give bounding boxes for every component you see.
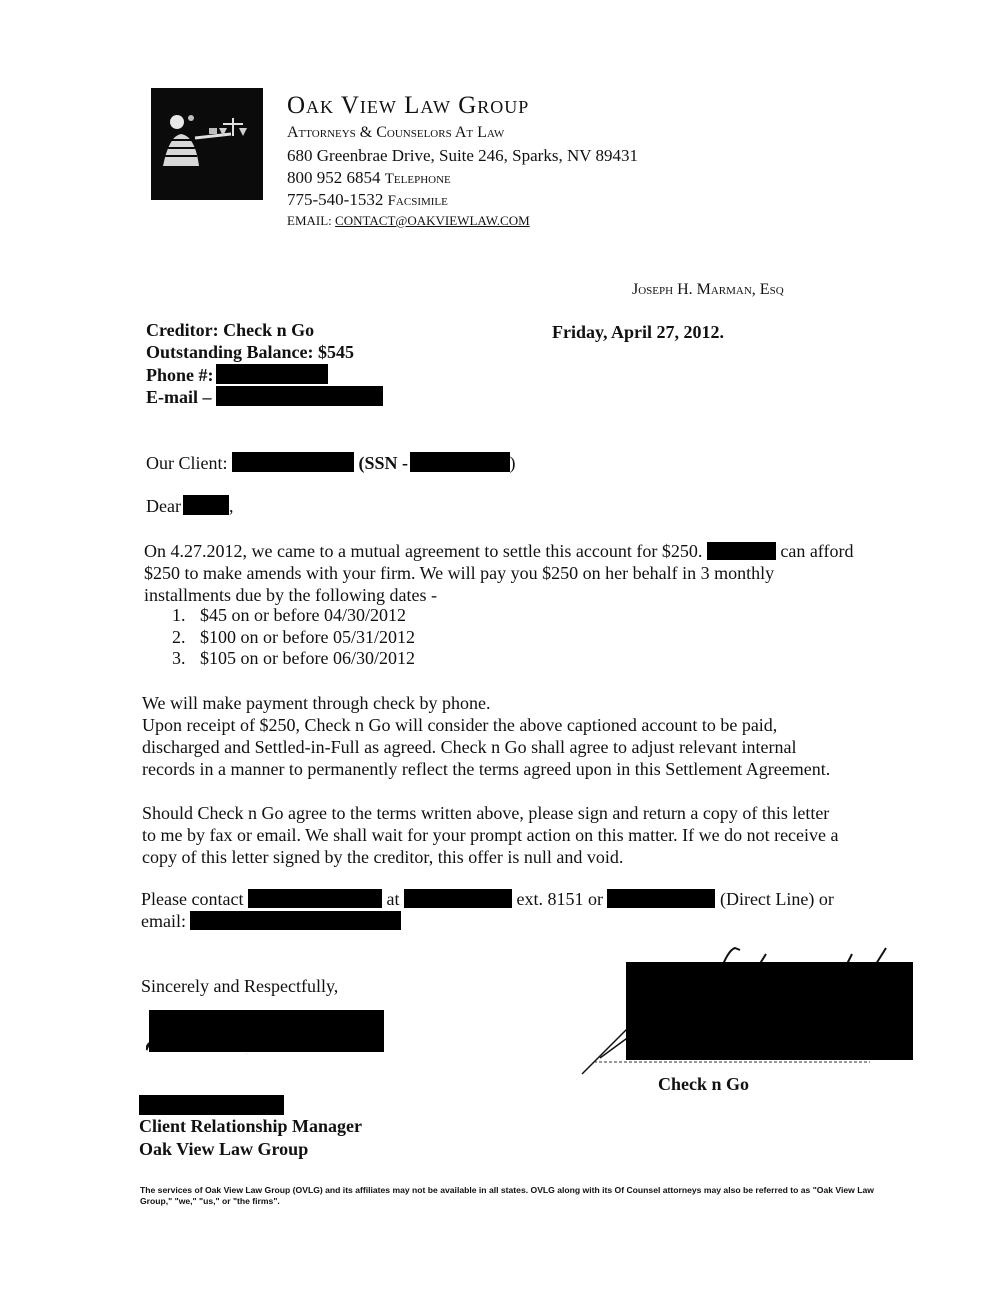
list-item bbox=[172, 605, 415, 627]
manager-firm: Oak View Law Group bbox=[139, 1139, 309, 1159]
email-line bbox=[146, 386, 383, 408]
balance-label: Outstanding Balance: bbox=[146, 342, 314, 362]
installment-text: $45 on or before 04/30/2012 bbox=[200, 605, 406, 625]
redacted-contact-name bbox=[248, 889, 382, 908]
sender-signature bbox=[146, 1010, 386, 1054]
agreement-text-b: can afford bbox=[780, 541, 854, 561]
redacted-greeting-name bbox=[183, 495, 229, 515]
creditor-line bbox=[146, 320, 314, 341]
contact-direct: (Direct Line) or bbox=[719, 889, 834, 909]
redacted-email bbox=[216, 386, 383, 406]
contact-at: at bbox=[386, 889, 400, 909]
installment-list bbox=[172, 605, 415, 670]
scales-of-justice-icon bbox=[151, 88, 263, 200]
creditor-signature-label: Check n Go bbox=[658, 1074, 750, 1094]
redacted-ssn bbox=[410, 452, 510, 472]
greeting bbox=[146, 495, 233, 517]
payment-paragraph bbox=[142, 692, 830, 780]
agreement-line-1 bbox=[144, 540, 853, 562]
signature-scribble-icon bbox=[146, 1010, 386, 1054]
balance-value: $545 bbox=[318, 342, 355, 362]
instructions-line: Should Check n Go agree to the terms written above, please sign and return a copy of this letter bbox=[142, 803, 830, 823]
agreement-paragraph bbox=[144, 540, 853, 606]
contact-line-1 bbox=[141, 888, 834, 910]
manager-title: Client Relationship Manager bbox=[139, 1116, 362, 1136]
firm-email bbox=[287, 213, 530, 229]
installment-number: 3. bbox=[172, 648, 186, 668]
ssn-close: ) bbox=[509, 453, 516, 473]
ssn-label: (SSN - bbox=[358, 453, 409, 473]
closing: Sincerely and Respectfully, bbox=[141, 976, 339, 996]
instructions-paragraph bbox=[142, 802, 839, 868]
letter-date: Friday, April 27, 2012. bbox=[552, 322, 725, 342]
redacted-direct-line bbox=[607, 889, 715, 908]
list-item bbox=[172, 627, 415, 649]
firm-tagline: Attorneys & Counselors At Law bbox=[287, 124, 505, 141]
installment-text: $105 on or before 06/30/2012 bbox=[200, 648, 415, 668]
redacted-client-name-2 bbox=[707, 542, 776, 560]
payment-line: We will make payment through check by phone. bbox=[142, 693, 491, 713]
redacted-creditor-signature bbox=[626, 962, 913, 1060]
firm-name: Oak View Law Group bbox=[287, 92, 530, 119]
payment-line: records in a manner to permanently reflect the terms agreed upon in this Settlement Agreement. bbox=[142, 759, 831, 779]
installment-number: 2. bbox=[172, 626, 186, 647]
agreement-text-a: On 4.27.2012, we came to a mutual agreement to settle this account for $250. bbox=[144, 541, 703, 561]
contact-please: Please contact bbox=[141, 889, 244, 909]
firm-phone-label: Telephone bbox=[384, 171, 451, 187]
firm-email-link[interactable]: CONTACT@OAKVIEWLAW.COM bbox=[335, 213, 530, 228]
firm-phone bbox=[287, 168, 451, 188]
greeting-comma: , bbox=[228, 496, 234, 516]
phone-line bbox=[146, 364, 328, 386]
installment-number: 1. bbox=[172, 605, 186, 625]
firm-fax-number: 775-540-1532 bbox=[287, 190, 384, 209]
phone-label: Phone #: bbox=[146, 365, 214, 385]
contact-email-label: email: bbox=[141, 911, 186, 931]
firm-phone-number: 800 952 6854 bbox=[287, 168, 381, 187]
list-item bbox=[172, 648, 415, 670]
payment-line: Upon receipt of $250, Check n Go will consider the above captioned account to be paid, bbox=[142, 715, 778, 735]
instructions-line: copy of this letter signed by the creditor, this offer is null and void. bbox=[142, 847, 624, 867]
redacted-client-name bbox=[232, 452, 354, 472]
creditor-value: Check n Go bbox=[223, 320, 315, 340]
client-label: Our Client: bbox=[146, 453, 228, 473]
instructions-line: to me by fax or email. We shall wait for your prompt action on this matter. If we do not receive a bbox=[142, 825, 839, 845]
footer-disclaimer: The services of Oak View Law Group (OVLG) and its affiliates may not be available in all states. OVLG along with its Of Counsel attorneys may also be referred to as "Oak View Law Group," "we," "us," or "the firms". bbox=[140, 1185, 874, 1206]
firm-fax bbox=[287, 190, 448, 210]
creditor-label: Creditor: bbox=[146, 320, 219, 340]
agreement-line-2: $250 to make amends with your firm. We will pay you $250 on her behalf in 3 monthly bbox=[144, 563, 775, 583]
firm-email-label: EMAIL: bbox=[287, 213, 332, 228]
redacted-manager-name bbox=[139, 1095, 284, 1115]
firm-logo bbox=[151, 88, 263, 200]
firm-address: 680 Greenbrae Drive, Suite 246, Sparks, NV 89431 bbox=[287, 146, 638, 165]
balance-line bbox=[146, 342, 354, 363]
email-label: E-mail – bbox=[146, 387, 212, 407]
greeting-dear: Dear bbox=[146, 496, 181, 516]
contact-line-2 bbox=[141, 910, 834, 932]
redacted-contact-phone bbox=[404, 889, 512, 908]
firm-fax-label: Facsimile bbox=[387, 193, 448, 209]
redacted-contact-email bbox=[190, 911, 401, 930]
installment-text: $100 on or before 05/31/2012 bbox=[200, 626, 415, 647]
redacted-phone bbox=[216, 364, 328, 384]
client-line bbox=[146, 452, 516, 474]
contact-paragraph bbox=[141, 888, 834, 932]
payment-line: discharged and Settled-in-Full as agreed. Check n Go shall agree to adjust relevant internal bbox=[142, 737, 797, 757]
agreement-line-3: installments due by the following dates - bbox=[144, 585, 437, 605]
attorney-name: Joseph H. Marman, Esq bbox=[632, 281, 784, 298]
contact-ext: ext. 8151 or bbox=[516, 889, 603, 909]
